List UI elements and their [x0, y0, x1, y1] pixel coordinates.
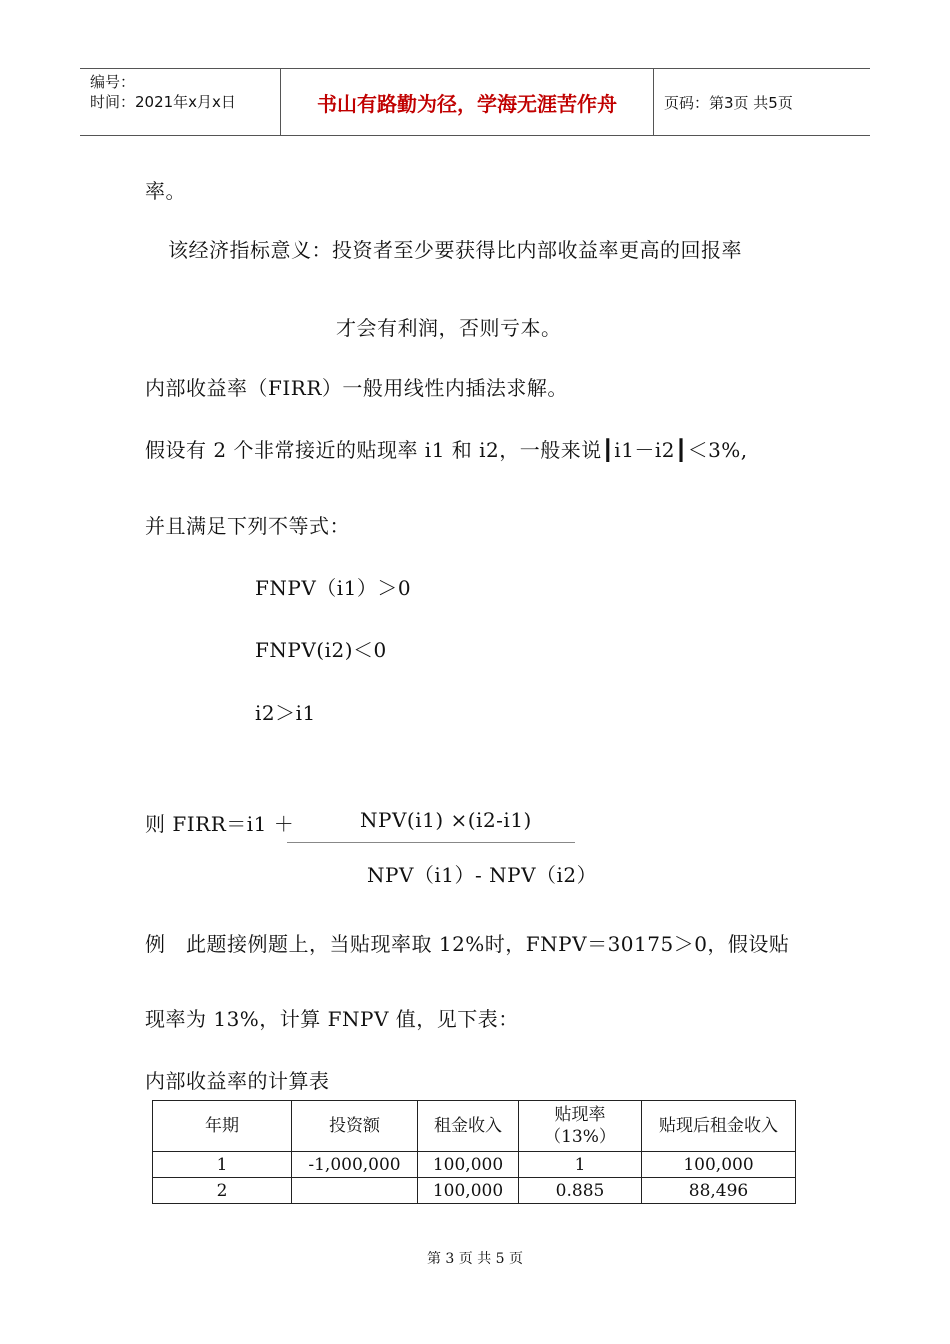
inequality-1: FNPV（i1）＞0 — [255, 576, 412, 600]
text-line-2: 该经济指标意义：投资者至少要获得比内部收益率更高的回报率 — [168, 238, 742, 262]
table-cell: 2 — [153, 1178, 292, 1204]
formula-lhs: 则 FIRR＝i1 ＋ — [145, 812, 295, 836]
formula-numerator: NPV(i1) ×(i2-i1) — [360, 808, 532, 832]
table-cell: 0.885 — [519, 1178, 642, 1204]
header-page-info: 页码：第3页 共5页 — [664, 93, 793, 112]
header-motto-cell — [281, 69, 654, 135]
table-cell — [292, 1178, 418, 1204]
header-left-cell — [80, 69, 281, 135]
number-label: 编号： — [90, 73, 136, 91]
table-cell: -1,000,000 — [292, 1152, 418, 1178]
motto-text: 书山有路勤为径，学海无涯苦作舟 — [317, 91, 617, 116]
formula-denominator: NPV（i1）- NPV（i2） — [367, 863, 598, 887]
time-label: 时间：2021年x月x日 — [90, 93, 236, 111]
text-line-1: 率。 — [145, 179, 186, 203]
discount-header-line1: 贴现率 — [554, 1105, 606, 1125]
table-header-cell: 投资额 — [292, 1101, 418, 1152]
text-line-8: 现率为 13%，计算 FNPV 值，见下表： — [145, 1007, 519, 1031]
text-line-3: 才会有利润，否则亏本。 — [336, 316, 562, 340]
discount-header-line2: （13%） — [544, 1127, 616, 1147]
table-header-row — [153, 1101, 796, 1152]
table-header-cell: 年期 — [153, 1101, 292, 1152]
inequality-3: i2＞i1 — [255, 701, 316, 725]
inequality-2: FNPV(i2)＜0 — [255, 638, 387, 662]
page-header — [80, 68, 870, 136]
table-row — [153, 1152, 796, 1178]
table-cell: 88,496 — [642, 1178, 796, 1204]
text-line-4: 内部收益率（FIRR）一般用线性内插法求解。 — [145, 376, 568, 400]
table-header-cell: 租金收入 — [418, 1101, 519, 1152]
page-footer: 第 3 页 共 5 页 — [426, 1251, 524, 1267]
table-cell: 100,000 — [418, 1152, 519, 1178]
table-title: 内部收益率的计算表 — [145, 1069, 330, 1093]
table-header-cell: 贴现后租金收入 — [642, 1101, 796, 1152]
fraction-bar — [287, 842, 575, 843]
text-line-5: 假设有 2 个非常接近的贴现率 i1 和 i2，一般来说┃i1－i2┃＜3%, — [145, 438, 748, 462]
table-cell: 1 — [153, 1152, 292, 1178]
table-row — [153, 1178, 796, 1204]
table-cell: 100,000 — [418, 1178, 519, 1204]
table-cell: 1 — [519, 1152, 642, 1178]
table-cell: 100,000 — [642, 1152, 796, 1178]
calc-table — [152, 1100, 796, 1204]
table-header-cell-discount — [519, 1101, 642, 1152]
text-line-6: 并且满足下列不等式： — [145, 514, 350, 538]
text-line-7: 例 此题接例题上，当贴现率取 12%时，FNPV＝30175＞0，假设贴 — [145, 932, 790, 956]
